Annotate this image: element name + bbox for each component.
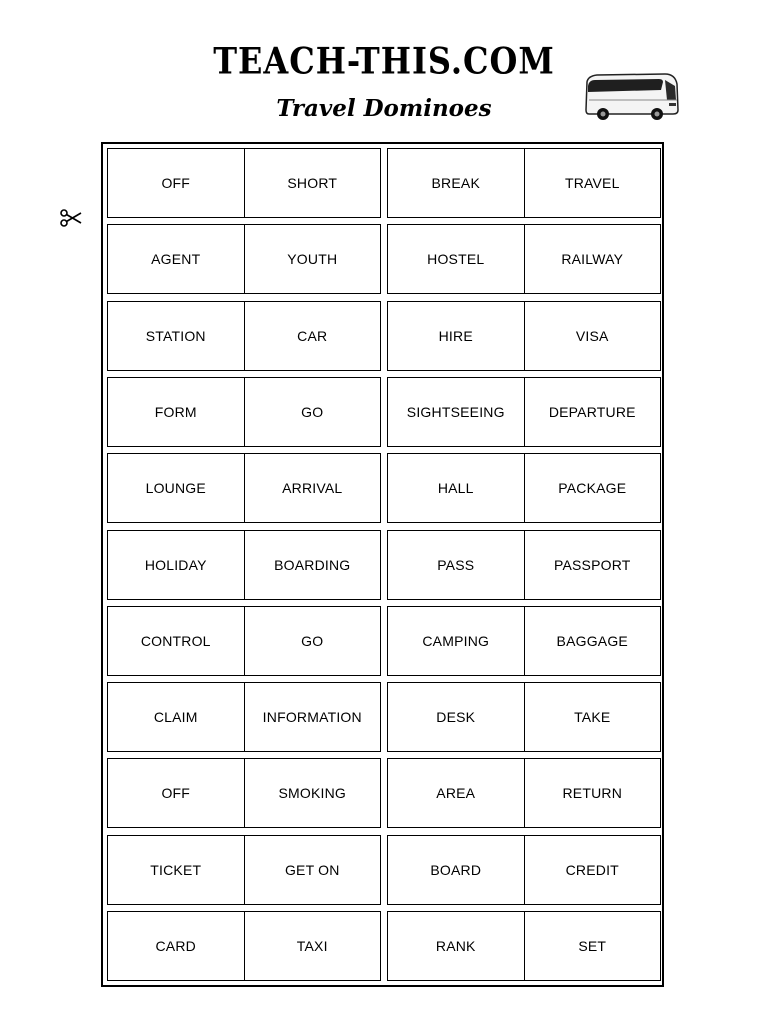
domino-right-word: SET [524, 912, 661, 980]
domino-left-word: HOLIDAY [144, 556, 207, 573]
domino-left-word: AREA [436, 785, 476, 802]
domino-sheet [101, 142, 664, 987]
domino-right-word: ARRIVAL [244, 454, 381, 522]
domino-left-word: OFF [161, 175, 191, 191]
domino-card [387, 301, 661, 371]
domino-right-word: GO [244, 378, 381, 446]
bus-icon [583, 70, 681, 122]
domino-left-word: FORM [154, 403, 197, 420]
domino-right-word: YOUTH [244, 225, 381, 293]
domino-right-word: SMOKING [244, 759, 381, 827]
domino-left-word: DESK [436, 709, 476, 726]
domino-right-word: GET ON [244, 836, 381, 904]
domino-right-word: GO [244, 607, 381, 675]
domino-left-word: CARD [155, 938, 196, 954]
domino-card [387, 148, 661, 218]
domino-left-word: HOSTEL [427, 251, 485, 268]
domino-left-word: CONTROL [140, 632, 211, 649]
domino-right-word: SHORT [244, 149, 381, 217]
domino-card [107, 224, 381, 294]
domino-left-word: OFF [161, 785, 191, 802]
domino-right-word: BAGGAGE [524, 607, 661, 675]
domino-card [387, 377, 661, 447]
domino-card [107, 530, 381, 600]
scissors-icon [59, 206, 83, 230]
domino-card [387, 758, 661, 828]
domino-left-word: HIRE [438, 327, 473, 344]
domino-card [107, 453, 381, 523]
domino-left-word: BOARD [430, 861, 482, 878]
domino-left-word: SIGHTSEEING [406, 403, 505, 420]
domino-left-word: HALL [437, 480, 474, 497]
domino-card [107, 682, 381, 752]
domino-right-word: INFORMATION [244, 683, 381, 751]
domino-card [107, 758, 381, 828]
domino-card [387, 224, 661, 294]
domino-card [387, 911, 661, 981]
domino-card [107, 911, 381, 981]
domino-left-word: CLAIM [153, 709, 198, 726]
domino-left-word: LOUNGE [145, 480, 206, 497]
domino-right-word: CAR [244, 302, 381, 370]
domino-left-word: PASS [437, 556, 475, 573]
domino-right-word: PACKAGE [524, 454, 661, 522]
domino-left-word: TICKET [150, 861, 202, 878]
domino-card [387, 453, 661, 523]
domino-right-word: BOARDING [244, 531, 381, 599]
domino-card [387, 682, 661, 752]
domino-card [107, 606, 381, 676]
site-title: TEACH-THIS.COM [213, 39, 555, 83]
domino-right-word: TAXI [244, 912, 381, 980]
worksheet-title: Travel Dominoes [276, 95, 492, 122]
domino-left-word: CAMPING [422, 632, 490, 649]
domino-left-word: AGENT [151, 251, 201, 268]
domino-right-word: TRAVEL [524, 149, 661, 217]
domino-right-word: RAILWAY [524, 225, 661, 293]
domino-left-word: BREAK [431, 175, 480, 191]
domino-right-word: VISA [524, 302, 661, 370]
domino-card [107, 148, 381, 218]
domino-card [387, 835, 661, 905]
domino-left-word: RANK [435, 938, 476, 954]
domino-right-word: PASSPORT [524, 531, 661, 599]
domino-left-word: STATION [145, 327, 206, 344]
domino-right-word: RETURN [524, 759, 661, 827]
domino-right-word: DEPARTURE [524, 378, 661, 446]
domino-card [107, 301, 381, 371]
domino-card [107, 835, 381, 905]
domino-card [387, 606, 661, 676]
domino-right-word: TAKE [524, 683, 661, 751]
domino-card [107, 377, 381, 447]
domino-card [387, 530, 661, 600]
domino-right-word: CREDIT [524, 836, 661, 904]
